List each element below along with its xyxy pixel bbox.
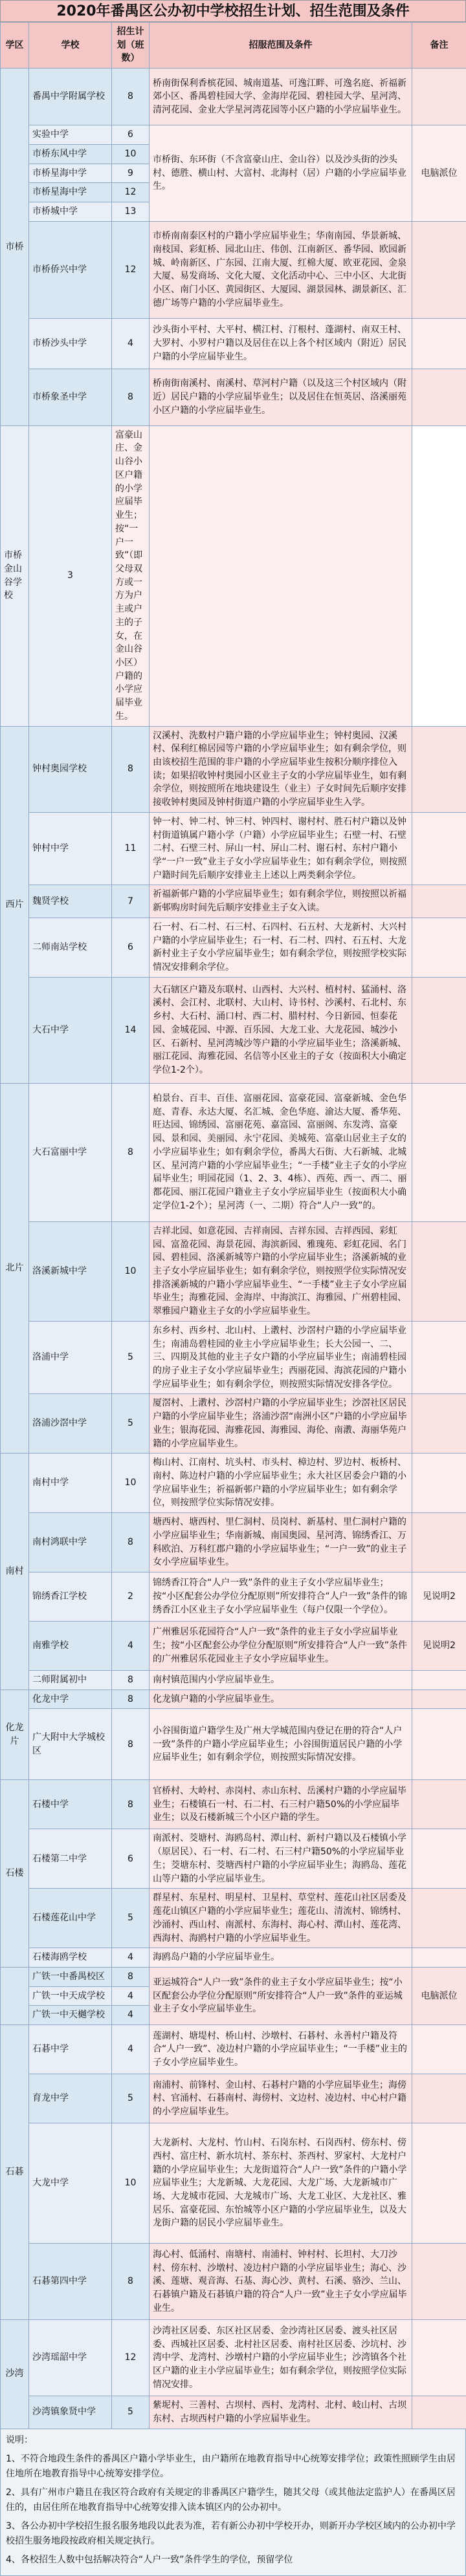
remark xyxy=(150,425,412,726)
remark xyxy=(412,1513,466,1572)
class-count: 8 xyxy=(112,369,150,425)
enrollment-scope: 钟一村、钟二村、钟三村、钟四村、谢村村、胜石村户籍以及钟村街道镇属户籍小学（户籍）小学应届毕业生；石壁一村、石壁二村、石壁三村、屏山一村、屏山二村、谢石村、东村户籍小学“一户一致”业主子女小学应届毕业生；如有剩余学位，则按照户籍时间先后顺序安排业主上述以上两类剩余学位。 xyxy=(150,812,412,885)
enrollment-scope: 海心村、低涌村、南塘村、南浦村、钟村村、长坦村、大刀沙村、傍东村、沙墩村、凌边村户籍的小学应届毕业生；海心、沙溪、莲塘、观音海、石基、海心沙、黄村、石溪、骆沙、兰山、石碁镇户籍及石碁镇户籍的符合“人户一致”业主子女小学应届毕业生。 xyxy=(150,2244,412,2320)
remark: 见说明2 xyxy=(412,1572,466,1622)
school-name: 石楼海鸥学校 xyxy=(29,1948,112,1968)
school-name: 钟村奥园学校 xyxy=(29,726,112,812)
school-name: 广铁一中番禺校区 xyxy=(29,1967,112,1986)
class-count: 12 xyxy=(112,221,150,318)
school-name: 广铁一中天成学校 xyxy=(29,1986,112,2006)
table-row xyxy=(1,918,466,977)
table-row xyxy=(1,125,466,145)
class-count: 10 xyxy=(112,1454,150,1513)
footer-notes xyxy=(0,2429,466,2576)
table-row xyxy=(1,2074,466,2123)
table-row xyxy=(1,2244,466,2320)
enrollment-scope: 石一村、石二村、石三村、石四村、石五村、大龙新村、大兴村户籍的小学应届毕业生；石一村、石二村、四村、石五村、大龙新村业主子女小学应届毕业生；如有剩余学位，则按照学校实际情况安排剩余学位。 xyxy=(150,918,412,977)
enrollment-scope: 柏景台、百丰、百佳、富丽花园、富豪花园、富豪新城、金色华庭、青春、永达大厦、名汇城、金色华庭、渝达大厦、番华苑、旺达园、锦绣园、富丽花苑、嘉富园、富丽阁、东发湾、富豪园、景和园、美丽园、永宁花园、美城苑、富豪山居业主子女的小学应届毕业生；如有剩余学位，番禺大石街、大石新城、北城区、星河湾户籍的小学应届毕业生；“一手楼”业主子女的小学应届毕业生；明园花园（1、2、3、4栋）、西苑、西一、西二、丽都花园、丽江花园户籍业主子女小学应届毕业生（按面积大小确定学位1-2个）；星河湾（一、二期）符合“人户一致”的。 xyxy=(150,1083,412,1221)
table-row xyxy=(1,2123,466,2244)
school-name: 广大附中大学城校区 xyxy=(29,1709,112,1780)
school-name: 洛溪新城中学 xyxy=(29,1221,112,1321)
enrollment-scope: 祈福新邨户籍的小学应届毕业生；如有剩余学位，则按照以祈福新邨购房时间先后顺序安排业主子女入读。 xyxy=(150,885,412,918)
school-name: 市桥象圣中学 xyxy=(29,369,112,425)
school-name: 大石富丽中学 xyxy=(29,1083,112,1221)
table-row xyxy=(1,885,466,918)
header-count: 招生计划（班数） xyxy=(112,23,150,69)
remark xyxy=(412,1221,466,1321)
class-count: 4 xyxy=(112,2006,150,2025)
class-count: 4 xyxy=(112,1622,150,1671)
table-row xyxy=(1,1572,466,1622)
class-count: 12 xyxy=(112,2320,150,2396)
enrollment-scope: 沙头街小平村、大平村、横江村、汀根村、蓬湖村、南双王村、大罗村、小罗村户籍以及居住在以上各个村区域内（附近）居民户籍的小学应届毕业生。 xyxy=(150,318,412,369)
table-row xyxy=(1,2025,466,2074)
district-cell: 市桥 xyxy=(1,69,29,426)
school-name: 大龙中学 xyxy=(29,2123,112,2244)
school-name: 南雅学校 xyxy=(29,1622,112,1671)
school-name: 市桥沙头中学 xyxy=(29,318,112,369)
table-row xyxy=(1,1829,466,1889)
class-count: 8 xyxy=(112,726,150,812)
class-count: 8 xyxy=(112,1780,150,1829)
remark xyxy=(412,2320,466,2396)
table-row xyxy=(1,1690,466,1709)
footer-note-3: 3、各公办初中学校招生报名服务地段以此表为准，若有新公办初中学校开办，则新开办学校区域内的公办初中学校招生服务地段按政府相关规定执行。 xyxy=(6,2519,460,2549)
table-row xyxy=(1,2320,466,2396)
table-row xyxy=(1,1622,466,1671)
table-row xyxy=(1,1967,466,1986)
enrollment-scope: 南村镇范围内小学应届毕业生。 xyxy=(150,1671,412,1690)
class-count: 12 xyxy=(112,183,150,202)
school-name: 市桥东风中学 xyxy=(29,144,112,164)
remark: 电脑派位 xyxy=(412,125,466,222)
school-name: 石碁第四中学 xyxy=(29,2244,112,2320)
footer-note-1: 1、不符合地段生条件的番禺区户籍小学毕业生，由户籍所在地教育指导中心统筹安排学位；政策性照顾学生由居住地所在地教育指导中心统筹安排学位。 xyxy=(6,2452,460,2482)
class-count: 6 xyxy=(112,125,150,145)
table-row xyxy=(1,1709,466,1780)
table-row xyxy=(1,425,466,726)
page-title: 2020年番禺区公办初中学校招生计划、招生范围及条件 xyxy=(0,0,466,22)
enrollment-scope: 东乡村、西乡村、北山村、上漖村、沙滘村户籍的小学应届毕业生；南浦岛碧桂园的业主小学应届毕业生；长大公园一、二、三、四期及其他的业主子女户籍的小学应届毕业生；南浦碧桂园的房子业主子女小学应届毕业生；西丽花园、海滨花园的户籍小学应届毕业生；如有剩余学位，则按照实际情况安排各学位。 xyxy=(150,1321,412,1394)
remark xyxy=(412,318,466,369)
table-row xyxy=(1,1394,466,1454)
school-name: 市桥侨兴中学 xyxy=(29,221,112,318)
table-row xyxy=(1,812,466,885)
remark xyxy=(412,2074,466,2123)
enrollment-scope: 莲湖村、塘堤村、桥山村、沙墩村、石碁村、永善村户籍及符合“人户一致”、凌边村户籍的小学应届毕业生；“一手楼”业主的子女小学应届毕业生。 xyxy=(150,2025,412,2074)
district-cell: 石碁 xyxy=(1,2025,29,2320)
remark xyxy=(412,885,466,918)
remark xyxy=(412,726,466,812)
remark xyxy=(412,221,466,318)
school-name: 沙湾瑶韶中学 xyxy=(29,2320,112,2396)
remark xyxy=(412,1948,466,1968)
enrollment-scope: 官桥村、大岭村、赤岗村、赤山东村、岳溪村户籍的小学应届毕业生；石楼镇石一村、石二村、石三村户籍50%的小学应届毕业生；以及石楼新城三个小区户籍的学生。 xyxy=(150,1780,412,1829)
school-name: 实验中学 xyxy=(29,125,112,145)
class-count: 9 xyxy=(112,164,150,183)
enrollment-scope: 吉祥北园、如意花园、吉祥南园、吉祥东园、吉祥西园、彩虹园、富盈花园、海景花园、海滨新园、雅瑰苑、彩虹花园、名门园、碧桂园、洛溪新城等户籍的小学应届毕业生；洛溪新城的业主子女小学应届毕业生；如有剩余学位，则按照学位实际情况安排洛溪新城的户籍小学应届毕业生、“一手楼”业主子女小学应届毕业生；海雅花园、金海岸、中海滨江、海雅园、广州碧桂园、翠雅园户籍业主子女的小学应届毕业生。 xyxy=(150,1221,412,1321)
enrollment-scope: 桥南街南溪村、南溪村、草河村户籍（以及这三个村区域内（附近）居民户籍的小学应届毕业生；以及居住在恒英居、洛溪丽苑小区户籍的小学应届毕业生。 xyxy=(150,369,412,425)
enrollment-scope: 化龙镇户籍的小学应届毕业生。 xyxy=(150,1690,412,1709)
remark xyxy=(412,1394,466,1454)
table-row xyxy=(1,69,466,125)
enrollment-scope: 锦绣香江符合“人户一致”条件的业主子女小学应届毕业生；按“小区配套公办学位分配原则”所安排符合“人户一致”条件的锦绣香江小区业主子女小学应届毕业生（每户仅限一个学位）。 xyxy=(150,1572,412,1622)
table-row xyxy=(1,318,466,369)
school-name: 沙湾镇象贤中学 xyxy=(29,2396,112,2429)
school-name: 钟村中学 xyxy=(29,812,112,885)
class-count: 10 xyxy=(112,1221,150,1321)
class-count: 4 xyxy=(112,2025,150,2074)
school-name: 二师附属初中 xyxy=(29,1671,112,1690)
class-count: 13 xyxy=(112,202,150,222)
school-name: 洛浦沙滘中学 xyxy=(29,1394,112,1454)
school-name: 石碁中学 xyxy=(29,2025,112,2074)
district-cell: 石楼 xyxy=(1,1780,29,1967)
district-cell: 西片 xyxy=(1,726,29,1083)
district-cell: 化龙片 xyxy=(1,1690,29,1780)
remark xyxy=(412,2025,466,2074)
school-name: 南村鸿联中学 xyxy=(29,1513,112,1572)
class-count: 5 xyxy=(112,1394,150,1454)
remark xyxy=(412,1709,466,1780)
class-count: 6 xyxy=(112,918,150,977)
enrollment-scope: 塘西村、塘西村、里仁洞村、员岗村、新基村、里仁洞村户籍的小学应届毕业生；华南新城、南国奥园、星河湾、锦绣香江、万科欧泊、万科红郡户籍的小学应届毕业生；“一户一致”的业主子女小学应届毕业生。 xyxy=(150,1513,412,1572)
enrollment-scope: 大龙新村、大龙村、竹山村、石岗东村、石岗西村、傍东村、傍西村、富庄村、新水坑村、茶东村、茶西村、罗家村、大龙村户籍的小学应届毕业生；大龙街道符合“人户一致”条件的户籍小学应届毕业生；大龙新城、大龙花园、大龙广场、大龙新城市广场、大龙城市花园、大龙城市广场、大龙工业区、大龙社区、雅居乐、富豪花园、东怡城等小区户籍的小学应届毕业生，以及大龙街户籍的居民小学应届毕业生。 xyxy=(150,2123,412,2244)
class-count: 11 xyxy=(112,812,150,885)
remark xyxy=(412,2396,466,2429)
enrollment-scope: 南浦村、前锋村、金山村、石碁村户籍的小学应届毕业生；海傍村、官涌村、石碁南村、海傍村、文边村、凌边村、中心村户籍的小学应届毕业生。 xyxy=(150,2074,412,2123)
school-name: 番禺中学附属学校 xyxy=(29,69,112,125)
table-row xyxy=(1,1221,466,1321)
table-header-row xyxy=(1,23,466,69)
class-count: 7 xyxy=(112,885,150,918)
table-row xyxy=(1,2396,466,2429)
class-count: 8 xyxy=(112,1690,150,1709)
class-count: 2 xyxy=(112,1572,150,1622)
remark xyxy=(412,2123,466,2244)
class-count: 10 xyxy=(112,144,150,164)
school-name: 市桥城中学 xyxy=(29,202,112,222)
school-name: 魏贤学校 xyxy=(29,885,112,918)
class-count: 4 xyxy=(112,318,150,369)
school-name: 石楼第二中学 xyxy=(29,1829,112,1889)
school-name: 市桥金山谷学校 xyxy=(1,425,29,726)
enrollment-scope: 小谷围街道户籍学生及广州大学城范围内登记在册的符合“人户一致”条件的户籍小学应届毕业生；小谷围街道居民户籍的小学应届毕业生；如有剩余学位，则按照实际情况安排。 xyxy=(150,1709,412,1780)
remark xyxy=(412,812,466,885)
class-count: 6 xyxy=(112,1829,150,1889)
district-cell: 沙湾 xyxy=(1,2320,29,2429)
table-row xyxy=(1,1948,466,1968)
table-row xyxy=(1,221,466,318)
enrollment-scope: 海鸥岛户籍的小学应届毕业生。 xyxy=(150,1948,412,1968)
table-row xyxy=(1,1321,466,1394)
footer-note-4: 4、各校招生人数中包括解决符合“人户一致”条件学生的学位，预留学位 xyxy=(6,2553,460,2568)
class-count: 5 xyxy=(112,2396,150,2429)
remark: 电脑派位 xyxy=(412,1967,466,2024)
school-name: 市桥星海中学 xyxy=(29,164,112,183)
header-note: 备注 xyxy=(412,23,466,69)
remark xyxy=(412,1690,466,1709)
class-count: 8 xyxy=(112,69,150,125)
class-count: 8 xyxy=(112,1967,150,1986)
header-school: 学校 xyxy=(29,23,112,69)
class-count: 8 xyxy=(112,2244,150,2320)
table-row xyxy=(1,977,466,1083)
enrollment-scope: 南派村、茭塘村、海鸥岛村、潭山村、新村户籍以及石楼镇小学（原居民）、石一村、石二村、石三村户籍50%的小学应届毕业生；茭塘东村、茭塘西村户籍的小学应届毕业生；海鸥岛、莲花山等户籍的小学应届毕业生。 xyxy=(150,1829,412,1889)
remark xyxy=(412,1321,466,1394)
class-count: 8 xyxy=(112,1671,150,1690)
header-district: 学区 xyxy=(1,23,29,69)
class-count: 14 xyxy=(112,977,150,1083)
remark xyxy=(412,977,466,1083)
school-name: 大石中学 xyxy=(29,977,112,1083)
school-name: 锦绣香江学校 xyxy=(29,1572,112,1622)
table-row xyxy=(1,1780,466,1829)
class-count: 4 xyxy=(112,1948,150,1968)
remark xyxy=(412,369,466,425)
class-count: 8 xyxy=(112,1083,150,1221)
school-name: 二师南站学校 xyxy=(29,918,112,977)
enrollment-scope: 广州雅居乐花园符合“人户一致”条件的业主子女小学应届毕业生；按“小区配套公办学位分配原则”所安排符合“人户一致”条件的广州雅居乐花园业主子女小学应届毕业生。 xyxy=(150,1622,412,1671)
enrollment-scope: 富豪山庄、金山谷小区户籍的小学应届毕业生；按“一户一致”（即父母双方或一方为户主或户主的子女，在金山谷小区）户籍的小学应届毕业生。 xyxy=(112,425,150,726)
remark xyxy=(412,2244,466,2320)
class-count: 10 xyxy=(112,2123,150,2244)
school-name: 市桥星海中学 xyxy=(29,183,112,202)
remark xyxy=(412,1780,466,1829)
school-name: 育龙中学 xyxy=(29,2074,112,2123)
table-row xyxy=(1,1454,466,1513)
enrollment-scope: 厦滘村、上漖村、沙滘村户籍的小学应届毕业生；沙滘社区居民户籍的小学应届毕业生；洛浦沙滘“南洲小区”户籍的小学应届毕业生；银海花园、海雅花园、海雅园、海伦、南漖、海丽华苑户籍的小学应届毕业生。 xyxy=(150,1394,412,1454)
table-row xyxy=(1,1889,466,1948)
class-count: 8 xyxy=(112,1513,150,1572)
district-cell: 北片 xyxy=(1,1083,29,1454)
table-body xyxy=(1,69,466,2429)
table-row xyxy=(1,1671,466,1690)
district-cell: 南村 xyxy=(1,1454,29,1690)
enrollment-scope: 市桥南南泰区村的户籍小学应届毕业生；华南南园、华景新城、南枝国、彩虹桥、园北山庄、伟创、江南新区、番华园、欧园新城、岭南新区、广东园、江南大厦、红棉大厦、欧亚花园、金泉大厦、易发商场、文化大厦、文化活动中心、三中小区、大北街小区、南门小区、黄园街区、大厦园、湖景园林、湖景新区、汇德广场等户籍的小学应届毕业生。 xyxy=(150,221,412,318)
enrollment-scope: 紫坭村、三善村、古坝村、西村、龙湾村、北村、岐山村、古坝东村、古坝西村户籍的小学应届毕业生。 xyxy=(150,2396,412,2429)
school-name: 洛浦中学 xyxy=(29,1321,112,1394)
class-count: 5 xyxy=(112,1321,150,1394)
enrollment-scope: 大石辖区户籍及东联村、山西村、大兴村、植村村、猛涌村、洛溪村、会江村、北联村、大山村、诗书村、沙溪村、石北村、东乡村、大石村、涌口村、西二村、腊村村、今日新园、恒泰花园、金城花园、中源、百乐园、大龙工业、大龙花园、城沙小区、石新村、星河湾城沙等户籍的小学应届毕业生；洛溪新城、丽江花园、海雅花园、名信等小区业主的子女（按面积大小确定学位1-2个）。 xyxy=(150,977,412,1083)
table-row xyxy=(1,1513,466,1572)
enrollment-scope: 群星村、东星村、明星村、卫星村、草堂村、莲花山社区居委及莲花山镇区户籍的小学应届毕业生；莲花山、清流村、锦绣村、沙涌村、西山村、南派村、东海村、海心村、潭山村、莲花湾、西海村、海鸥村户籍的小学应届毕业生。 xyxy=(150,1889,412,1948)
enrollment-scope: 汉溪村、洗数村户籍户籍的小学应届毕业生；钟村奥园、汉溪村、保利红棉居园等户籍的小学应届毕业生；如有剩余学位，则由该校招生范围的非户籍的小学应届毕业生按积分顺序排位入读；如果招收钟村奥园小区业主子女的小学应届毕业生，如有剩余学位，则按照所在地块建设生（业主）子女时间先后顺序安排接收钟村奥园及钟村街道户籍的小学应届毕业生入学。 xyxy=(150,726,412,812)
remark xyxy=(412,69,466,125)
remark xyxy=(412,1083,466,1221)
table-row xyxy=(1,726,466,812)
class-count: 8 xyxy=(112,1709,150,1780)
enrollment-scope: 亚运城符合“人户一致”条件的业主子女小学应届毕业生；按“小区配套公办学位分配原则”所安排符合“人户一致”条件的亚运城业主子女小学应届毕业生。 xyxy=(150,1967,412,2024)
table-row xyxy=(1,1083,466,1221)
enrollment-scope: 市桥街、东环街（不含富豪山庄、金山谷）以及沙头街的沙头村、德胜、横山村、大富村、北海村（居）户籍的小学应届毕业生。 xyxy=(150,125,412,222)
district-cell xyxy=(1,1967,29,2024)
school-name: 石楼中学 xyxy=(29,1780,112,1829)
class-count: 5 xyxy=(112,2074,150,2123)
class-count: 4 xyxy=(112,1986,150,2006)
school-name: 广铁一中天樾学校 xyxy=(29,2006,112,2025)
school-name: 石楼莲花山中学 xyxy=(29,1889,112,1948)
school-name: 化龙中学 xyxy=(29,1690,112,1709)
remark: 见说明2 xyxy=(412,1622,466,1671)
class-count: 5 xyxy=(112,1889,150,1948)
class-count: 3 xyxy=(29,425,112,726)
enrollment-table xyxy=(0,22,466,2429)
remark xyxy=(412,1454,466,1513)
remark xyxy=(412,1829,466,1889)
remark xyxy=(412,918,466,977)
footer-label: 说明： xyxy=(6,2433,460,2448)
header-scope: 招服范围及条件 xyxy=(150,23,412,69)
enrollment-scope: 桥南街保利香槟花园、城南道基、可逸江畔、可逸名庭、祈福新郊小区、番禺碧桂园大学、金海岸花园、碧桂园大学、星河湾、清河花园、金业大学星河湾花园等小区户籍的小学应届毕业生。 xyxy=(150,69,412,125)
enrollment-scope: 梅山村、江南村、坑头村、市头村、樟边村、罗边村、板桥村、南村、陈边村户籍的小学应届毕业生；永大社区居委会户籍的小学应届毕业生；祈福新邨户籍的小学应届毕业生；如有剩余学位，则按照学位实际情况安排。 xyxy=(150,1454,412,1513)
table-row xyxy=(1,369,466,425)
enrollment-scope: 沙湾社区居委、东区社区居委、金沙湾社区居委、渡头社区居委、西城社区居委、北村社区居委、南村社区居委、沙坑村、沙湾中学、龙湾村、沙墩村户籍的小学应届毕业生；沙湾镇各个社区户籍的业主小学应届毕业生；如有剩余学位，则按照学位实际情况安排。 xyxy=(150,2320,412,2396)
remark xyxy=(412,1889,466,1948)
school-name: 南村中学 xyxy=(29,1454,112,1513)
remark xyxy=(412,1671,466,1690)
footer-note-2: 2、具有广州市户籍且在我区符合政府有关规定的非番禺区户籍学生，随其父母（或其他法定监护人）在番禺区居住的，由居住所在地教育指导中心统筹安排入读本镇区内的公办初中。 xyxy=(6,2485,460,2515)
